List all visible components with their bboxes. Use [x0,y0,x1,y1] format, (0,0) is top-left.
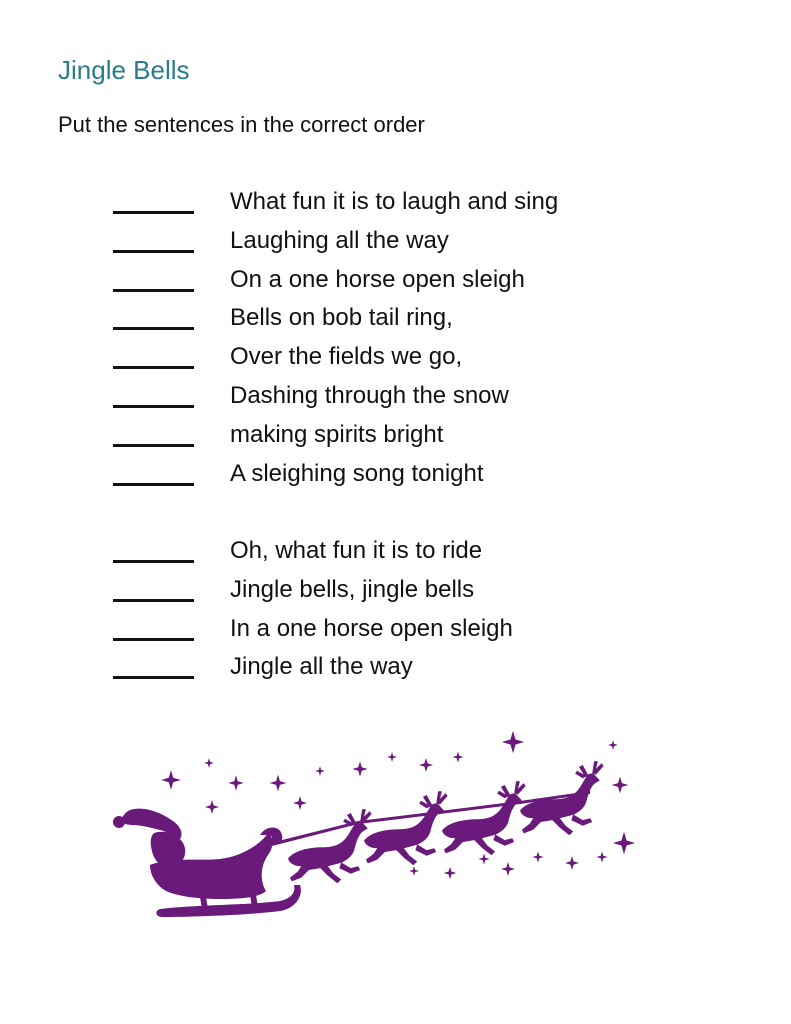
list-item [0,224,791,263]
page-title: Jingle Bells [58,55,190,85]
lines-group-1 [0,185,791,495]
lyric-line: Jingle all the way [230,653,413,681]
answer-blank[interactable] [113,327,194,330]
answer-blank[interactable] [113,366,194,369]
lyric-line: On a one horse open sleigh [230,265,525,293]
lyric-line: making spirits bright [230,420,444,448]
list-item [0,185,791,224]
lyric-line: Laughing all the way [230,226,449,254]
lyric-line: What fun it is to laugh and sing [230,188,559,215]
lyric-line: Jingle bells, jingle bells [230,575,475,603]
list-item [0,379,791,418]
answer-blank[interactable] [113,483,194,486]
list-item [0,612,791,651]
list-item [0,534,791,573]
lines-group-2 [0,534,791,689]
answer-blank[interactable] [113,211,194,214]
list-item [0,573,791,612]
list-item [0,457,791,496]
answer-blank[interactable] [113,405,194,408]
lyric-line: Bells on bob tail ring, [230,304,453,332]
list-item [0,301,791,340]
list-item [0,650,791,689]
list-item [0,263,791,302]
lyric-line: Oh, what fun it is to ride [230,537,483,564]
sleigh-illustration-shapes [113,731,635,917]
answer-blank[interactable] [113,599,194,602]
answer-blank[interactable] [113,560,194,563]
lyric-line: Dashing through the snow [230,381,509,409]
lyric-line: Over the fields we go, [230,343,463,371]
answer-blank[interactable] [113,676,194,679]
answer-blank[interactable] [113,444,194,447]
answer-blank[interactable] [113,289,194,292]
santa-sleigh-reindeer-icon [110,725,640,925]
list-item [0,340,791,379]
lyric-line: In a one horse open sleigh [230,614,513,642]
answer-blank[interactable] [113,250,194,253]
list-item [0,418,791,457]
instruction-text: Put the sentences in the correct order [58,112,425,137]
answer-blank[interactable] [113,638,194,641]
lyric-line: A sleighing song tonight [230,459,484,487]
